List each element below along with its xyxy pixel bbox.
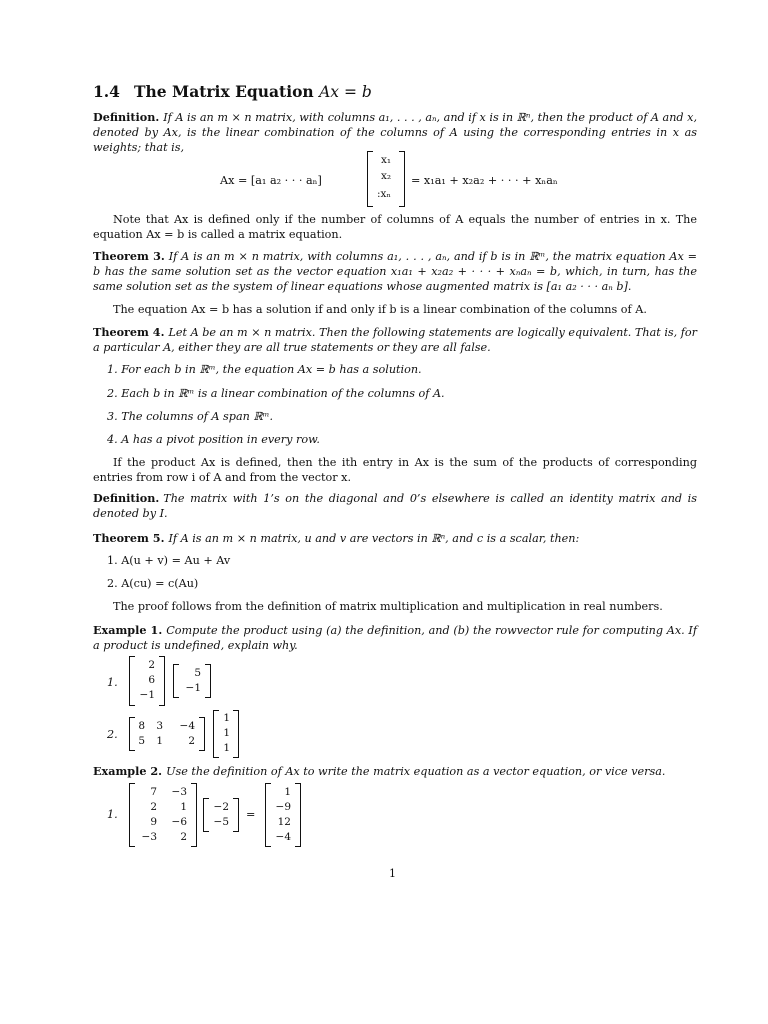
matrix-entry: 2 (180, 831, 187, 843)
matrix-entry: −1 (139, 689, 155, 701)
section-number: 1.4 (93, 82, 120, 101)
left-bracket (265, 783, 271, 847)
matrix-entry: −3 (171, 786, 187, 798)
theorem-label: Theorem 4. (93, 325, 165, 339)
list-item: 3. The columns of A span ℝᵐ. (107, 410, 274, 423)
matrix-a (129, 656, 165, 706)
definition-label: Definition. (93, 110, 160, 124)
left-bracket (367, 151, 373, 207)
vector-x (203, 798, 239, 832)
vector-b (265, 783, 301, 847)
matrix-entry: 2 (148, 659, 155, 671)
list-item: 4. A has a pivot position in every row. (107, 433, 320, 446)
vector-entry: x₁ (381, 154, 392, 166)
definition-text: The matrix with 1’s on the diagonal and 0’s elsewhere is called an identity matrix and is denoted by I. (93, 492, 697, 520)
example-label: Example 1. (93, 623, 163, 637)
theorem-text: If A is an m × n matrix, with columns a₁, . . . , aₙ, and if b is in ℝᵐ, the matrix equation Ax = b has the same solution set as the vector equation x₁a₁ + x₂a₂ + · · · + xₙaₙ = b, which, in turn, has the same solution set as the system of linear equations whose augmented matrix is [a₁ a₂ · · · aₙ b]. (93, 250, 697, 293)
right-bracket (233, 710, 239, 758)
matrix-entry: 1 (180, 801, 187, 813)
document-page (93, 0, 697, 1024)
theorem-label: Theorem 5. (93, 531, 165, 545)
list-item: 1. For each b in ℝᵐ, the equation Ax = b has a solution. (107, 363, 422, 376)
matrix-entry: 2 (150, 801, 157, 813)
vector-entry: 1 (223, 712, 230, 724)
left-bracket (129, 656, 135, 706)
matrix-entry: 5 (138, 735, 145, 747)
equation-lhs: Ax = [a₁ a₂ · · · aₙ] (220, 174, 322, 187)
definition-identity-matrix (93, 491, 697, 521)
list-item: 1. A(u + v) = Au + Av (107, 554, 231, 567)
example-1 (93, 623, 697, 653)
vector-entry: −1 (185, 682, 201, 694)
theorem-3 (93, 249, 697, 294)
matrix-entry: −3 (141, 831, 157, 843)
right-bracket (199, 717, 205, 751)
section-title-text: The Matrix Equation (133, 82, 320, 101)
right-bracket (233, 798, 239, 832)
vector-x (367, 151, 405, 207)
vector-entry: x₂ (381, 170, 392, 182)
vector-entry: −9 (275, 801, 291, 813)
vector-entry: −2 (213, 801, 229, 813)
page-number: 1 (389, 867, 396, 880)
vector-entry: 5 (194, 667, 201, 679)
theorem-text: Let A be an m × n matrix. Then the following statements are logically equivalent. That is, for a particular A, either they are all true statements or they are all false. (93, 326, 697, 354)
matrix-entry: 8 (138, 720, 145, 732)
example-label: Example 2. (93, 764, 163, 778)
right-bracket (191, 783, 197, 847)
theorem-text: If A is an m × n matrix, u and v are vectors in ℝⁿ, and c is a scalar, then: (168, 532, 580, 545)
theorem-5 (93, 531, 697, 546)
vector-entry: 1 (223, 727, 230, 739)
note-matrix-equation: Note that Ax is defined only if the number of columns of A equals the number of entries in x. The equation Ax = b is called a matrix equation. (93, 213, 697, 241)
equation-rhs: = x₁a₁ + x₂a₂ + · · · + xₙaₙ (411, 174, 558, 187)
matrix-entry: 6 (148, 674, 155, 686)
definition-text: If A is an m × n matrix, with columns a₁, . . . , aₙ, and if x is in ℝⁿ, then the product of A and x, denoted by Ax, is the linear combination of the columns of A using the corresponding entries in x as weights; that is, (93, 111, 697, 154)
vector-entry: 1 (284, 786, 291, 798)
left-bracket (213, 710, 219, 758)
vector-entry: :xₙ (377, 188, 392, 200)
right-bracket (295, 783, 301, 847)
matrix-entry: 2 (188, 735, 195, 747)
note-proof: The proof follows from the definition of matrix multiplication and multiplication in real numbers. (113, 600, 663, 613)
left-bracket (129, 783, 135, 847)
list-item: 2. Each b in ℝᵐ is a linear combination of the columns of A. (107, 387, 445, 400)
note-solution-condition: The equation Ax = b has a solution if and only if b is a linear combination of the columns of A. (113, 303, 647, 316)
matrix-a (129, 717, 205, 751)
definition-matrix-vector-product (93, 110, 697, 155)
example-text: Compute the product using (a) the definition, and (b) the rowvector rule for computing Ax. If a product is undefined, explain why. (93, 624, 697, 652)
theorem-label: Theorem 3. (93, 249, 165, 263)
matrix-a (129, 783, 197, 847)
vector-x (173, 664, 211, 698)
left-bracket (173, 664, 179, 698)
list-item: 2. A(cu) = c(Au) (107, 577, 199, 590)
matrix-entry: 7 (150, 786, 157, 798)
vector-x (213, 710, 239, 758)
vector-entry: −5 (213, 816, 229, 828)
theorem-4 (93, 325, 697, 355)
matrix-entry: 3 (156, 720, 163, 732)
problem-number: 2. (107, 728, 118, 741)
matrix-entry: 9 (150, 816, 157, 828)
vector-entry: −4 (275, 831, 291, 843)
right-bracket (205, 664, 211, 698)
example-text: Use the definition of Ax to write the matrix equation as a vector equation, or vice versa. (166, 765, 666, 778)
example-2 (93, 764, 697, 779)
problem-number: 1. (107, 808, 118, 821)
problem-number: 1. (107, 676, 118, 689)
section-title (93, 84, 372, 100)
note-row-entry: If the product Ax is defined, then the ith entry in Ax is the sum of the products of corresponding entries from row i of A and from the vector x. (93, 456, 697, 484)
vector-entry: 1 (223, 742, 230, 754)
matrix-entry: −4 (179, 720, 195, 732)
right-bracket (399, 151, 405, 207)
equals-sign: = (246, 808, 256, 821)
left-bracket (129, 717, 135, 751)
matrix-entry: −6 (171, 816, 187, 828)
definition-label: Definition. (93, 491, 160, 505)
section-title-equation: Ax = b (319, 83, 372, 101)
right-bracket (159, 656, 165, 706)
matrix-entry: 1 (156, 735, 163, 747)
vector-entry: 12 (277, 816, 291, 828)
left-bracket (203, 798, 209, 832)
